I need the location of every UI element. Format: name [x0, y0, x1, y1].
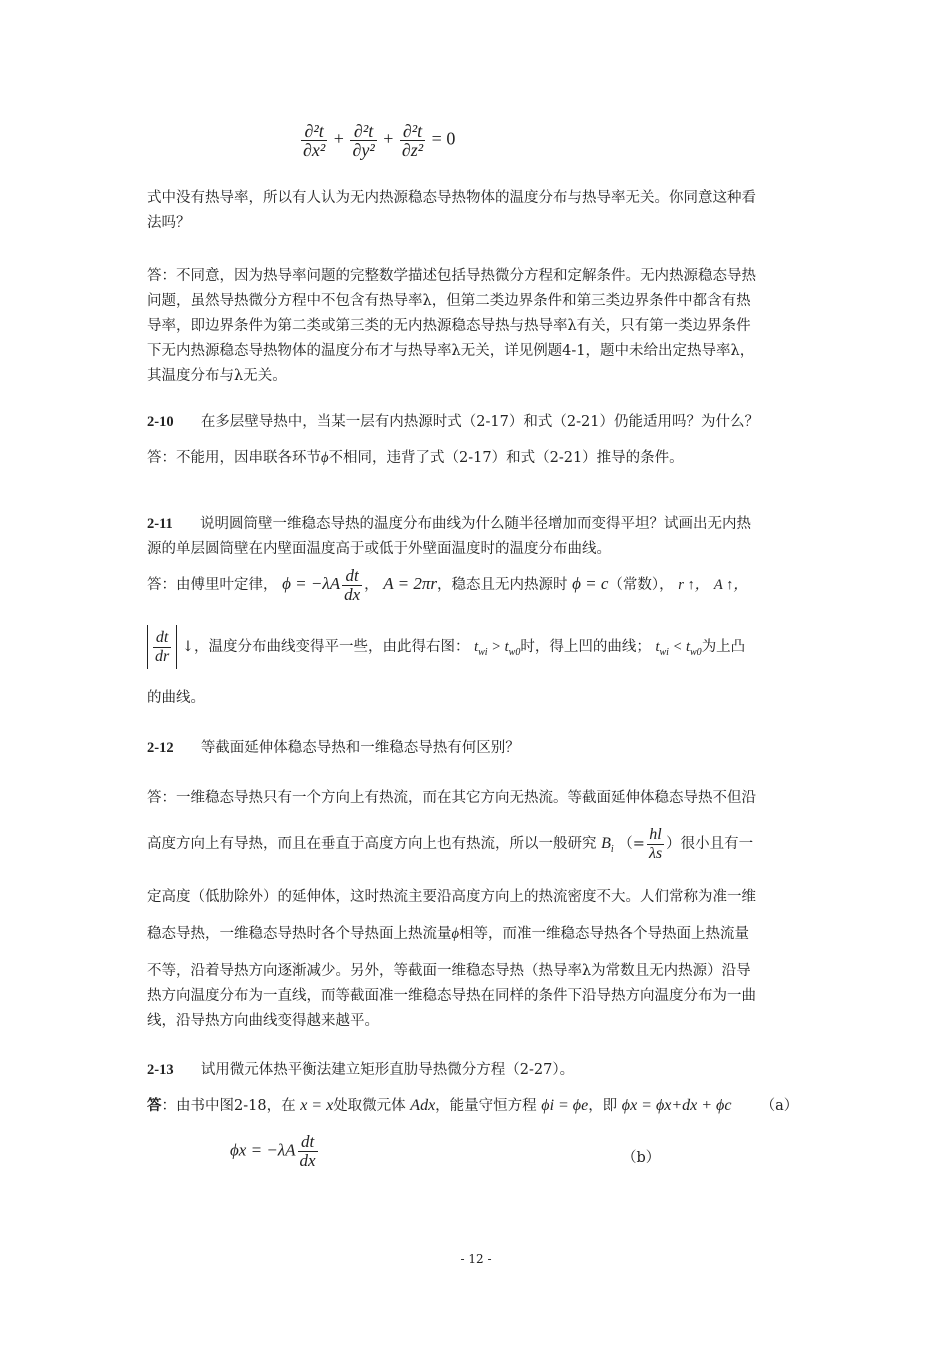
frac-num: hl: [647, 826, 664, 845]
area-formula: A = 2πr: [383, 574, 437, 593]
laplace-equation: $\frac{\text{∂²t}}{\text{∂x²}}$ + $\frac{\text{∂²t}}{\text{∂y²}}$ + $\frac{\text{∂²t}}{\text{∂z²}}$ = 0: [303, 121, 456, 160]
answer-line-5: 其温度分布与λ无关。: [147, 368, 287, 384]
answer-text: 答：不能用，因串联各环节: [147, 450, 321, 466]
frac-den: dr: [155, 647, 170, 665]
answer-text: 不相同，违背了式（2-17）和式（2-21）推导的条件。: [328, 450, 684, 466]
frac-den: λs: [648, 844, 663, 862]
subscript: wi: [659, 646, 669, 658]
question-2-10: [147, 412, 759, 432]
t-symbol: t: [474, 639, 479, 655]
question-number: 2-11: [147, 516, 173, 532]
answer-2-12-line-6: 热方向温度分布为一直线，而等截面准一维稳态导热在同样的条件下沿导热方向温度分布为一曲: [147, 988, 756, 1004]
answer-2-10: [147, 448, 684, 468]
t-symbol: t: [655, 639, 660, 655]
answer-2-13-line-1: [147, 1096, 798, 1116]
frac-num: dt: [298, 1133, 318, 1152]
equation-tag: （a）: [760, 1098, 799, 1114]
frac-num: dt: [342, 567, 362, 586]
subscript: i: [610, 843, 614, 855]
comparison: < t: [668, 639, 691, 655]
phi-const: ϕ = c: [572, 574, 609, 593]
answer-2-12-line-7: 线，沿导热方向曲线变得越来越平。: [147, 1013, 379, 1029]
answer-text: 为上凸: [701, 639, 746, 655]
a-increase: A ↑，: [713, 577, 748, 593]
frac-den: dx: [344, 584, 361, 604]
answer-text: 答：由傅里叶定律，: [147, 577, 278, 593]
answer-text: 稳态导热，一维稳态导热时各个导热面上热流量: [147, 926, 452, 942]
question-2-11: [147, 514, 751, 534]
energy-balance-expanded: ϕx = ϕx+dx + ϕc: [621, 1097, 732, 1114]
fourier-law: ϕ = −λA: [282, 574, 341, 593]
question-text: 在多层壁导热中，当某一层有内热源时式（2-17）和式（2-21）仍能适用吗？为什么？: [200, 414, 759, 430]
equation-rhs: = 0: [431, 128, 456, 149]
question-line-1: 式中没有热导率，所以有人认为无内热源稳态导热物体的温度分布与热导率无关。你同意这种看: [147, 190, 756, 206]
answer-text: 处取微元体: [333, 1098, 406, 1114]
equation-lhs: ϕx = −λA: [230, 1140, 296, 1160]
frac-num-3: ∂²t: [400, 122, 425, 141]
question-number: 2-13: [147, 1062, 174, 1078]
answer-line-2: 问题，虽然导热微分方程中不包含有热导率λ，但第二类边界条件和第三类边界条件中都含有热: [147, 293, 751, 309]
equation-b-tag: （b）: [622, 1150, 661, 1166]
abs-derivative: [147, 625, 177, 669]
answer-text: ↓，温度分布曲线变得平一些，由此得右图：: [181, 639, 470, 655]
answer-text: ：由书中图2-18，在: [161, 1098, 296, 1114]
element-volume: Adx: [410, 1097, 436, 1114]
answer-text: ）很小且有一: [666, 836, 754, 852]
answer-line-3: 导率，即边界条件为第二类或第三类的无内热源稳态导热与热导率λ有关，只有第一类边界条件: [147, 318, 751, 334]
page-number: - 12 -: [460, 1252, 492, 1266]
subscript: w0: [508, 646, 521, 658]
answer-text: （常数），: [608, 577, 674, 593]
phi-symbol: ϕ: [451, 926, 460, 942]
answer-2-12-line-1: 答：一维稳态导热只有一个方向上有热流，而在其它方向无热流。等截面延伸体稳态导热不但沿: [147, 790, 756, 806]
energy-balance: ϕi = ϕe: [541, 1097, 589, 1114]
frac-num: dt: [153, 629, 171, 648]
question-line-2: 法吗？: [147, 215, 191, 231]
answer-text: ，稳态且无内热源时: [436, 577, 568, 593]
frac-num-2: ∂²t: [350, 122, 376, 141]
r-increase: r ↑，: [678, 577, 710, 593]
answer-line-1: 答：不同意，因为热导率问题的完整数学描述包括导热微分方程和定解条件。无内热源稳态导热: [147, 268, 756, 284]
question-2-12: [147, 738, 520, 758]
phi-symbol: ϕ: [321, 450, 329, 466]
question-text: 试用微元体热平衡法建立矩形直肋导热微分方程（2-27）。: [200, 1062, 575, 1078]
biot-symbol: B: [601, 835, 611, 852]
subscript: w0: [690, 646, 702, 658]
answer-2-11-line-3: 的曲线。: [147, 690, 205, 706]
frac-num-1: ∂²t: [301, 122, 327, 141]
question-2-13: [147, 1060, 574, 1080]
x-position: x = x: [300, 1097, 334, 1114]
question-text: 说明圆筒壁一维稳态导热的温度分布曲线为什么随半径增加而变得平坦？试画出无内热: [200, 516, 751, 532]
equation-b: [230, 1133, 320, 1170]
answer-2-11-line-2: [147, 625, 745, 669]
answer-2-12-line-2: [147, 822, 753, 866]
answer-2-11-line-1: [147, 564, 748, 604]
answer-text: ，能量守恒方程: [435, 1098, 537, 1114]
answer-text: 时，得上凹的曲线；: [520, 639, 651, 655]
answer-2-12-line-5: 不等，沿着导热方向逐渐减少。另外，等截面一维稳态导热（热导率λ为常数且无内热源）沿导: [147, 963, 751, 979]
answer-text: ，: [364, 577, 379, 593]
answer-text: （=: [618, 836, 645, 852]
question-2-11-line-2: 源的单层圆筒壁在内壁面温度高于或低于外壁面温度时的温度分布曲线。: [147, 541, 611, 557]
answer-text: ，即: [588, 1098, 618, 1114]
frac-den: dx: [299, 1151, 316, 1170]
comparison: > t: [487, 639, 509, 655]
answer-2-12-line-4: [147, 924, 749, 944]
answer-line-4: 下无内热源稳态导热物体的温度分布才与热导率λ无关，详见例题4-1，题中未给出定热导率λ，: [147, 343, 755, 359]
answer-2-12-line-3: 定高度（低肋除外）的延伸体，这时热流主要沿高度方向上的热流密度不大。人们常称为准一维: [147, 889, 756, 905]
question-number: 2-10: [147, 414, 174, 430]
frac-den-2: ∂y²: [352, 140, 375, 160]
frac-den-1: ∂x²: [303, 140, 326, 160]
question-number: 2-12: [147, 740, 174, 756]
answer-text: 相等，而准一维稳态导热各个导热面上热流量: [459, 926, 750, 942]
answer-text: 高度方向上有导热，而且在垂直于高度方向上也有热流，所以一般研究: [147, 836, 597, 852]
answer-label: 答: [147, 1097, 162, 1114]
question-text: 等截面延伸体稳态导热和一维稳态导热有何区别？: [200, 740, 520, 756]
frac-den-3: ∂z²: [401, 140, 424, 160]
subscript: wi: [478, 646, 488, 658]
